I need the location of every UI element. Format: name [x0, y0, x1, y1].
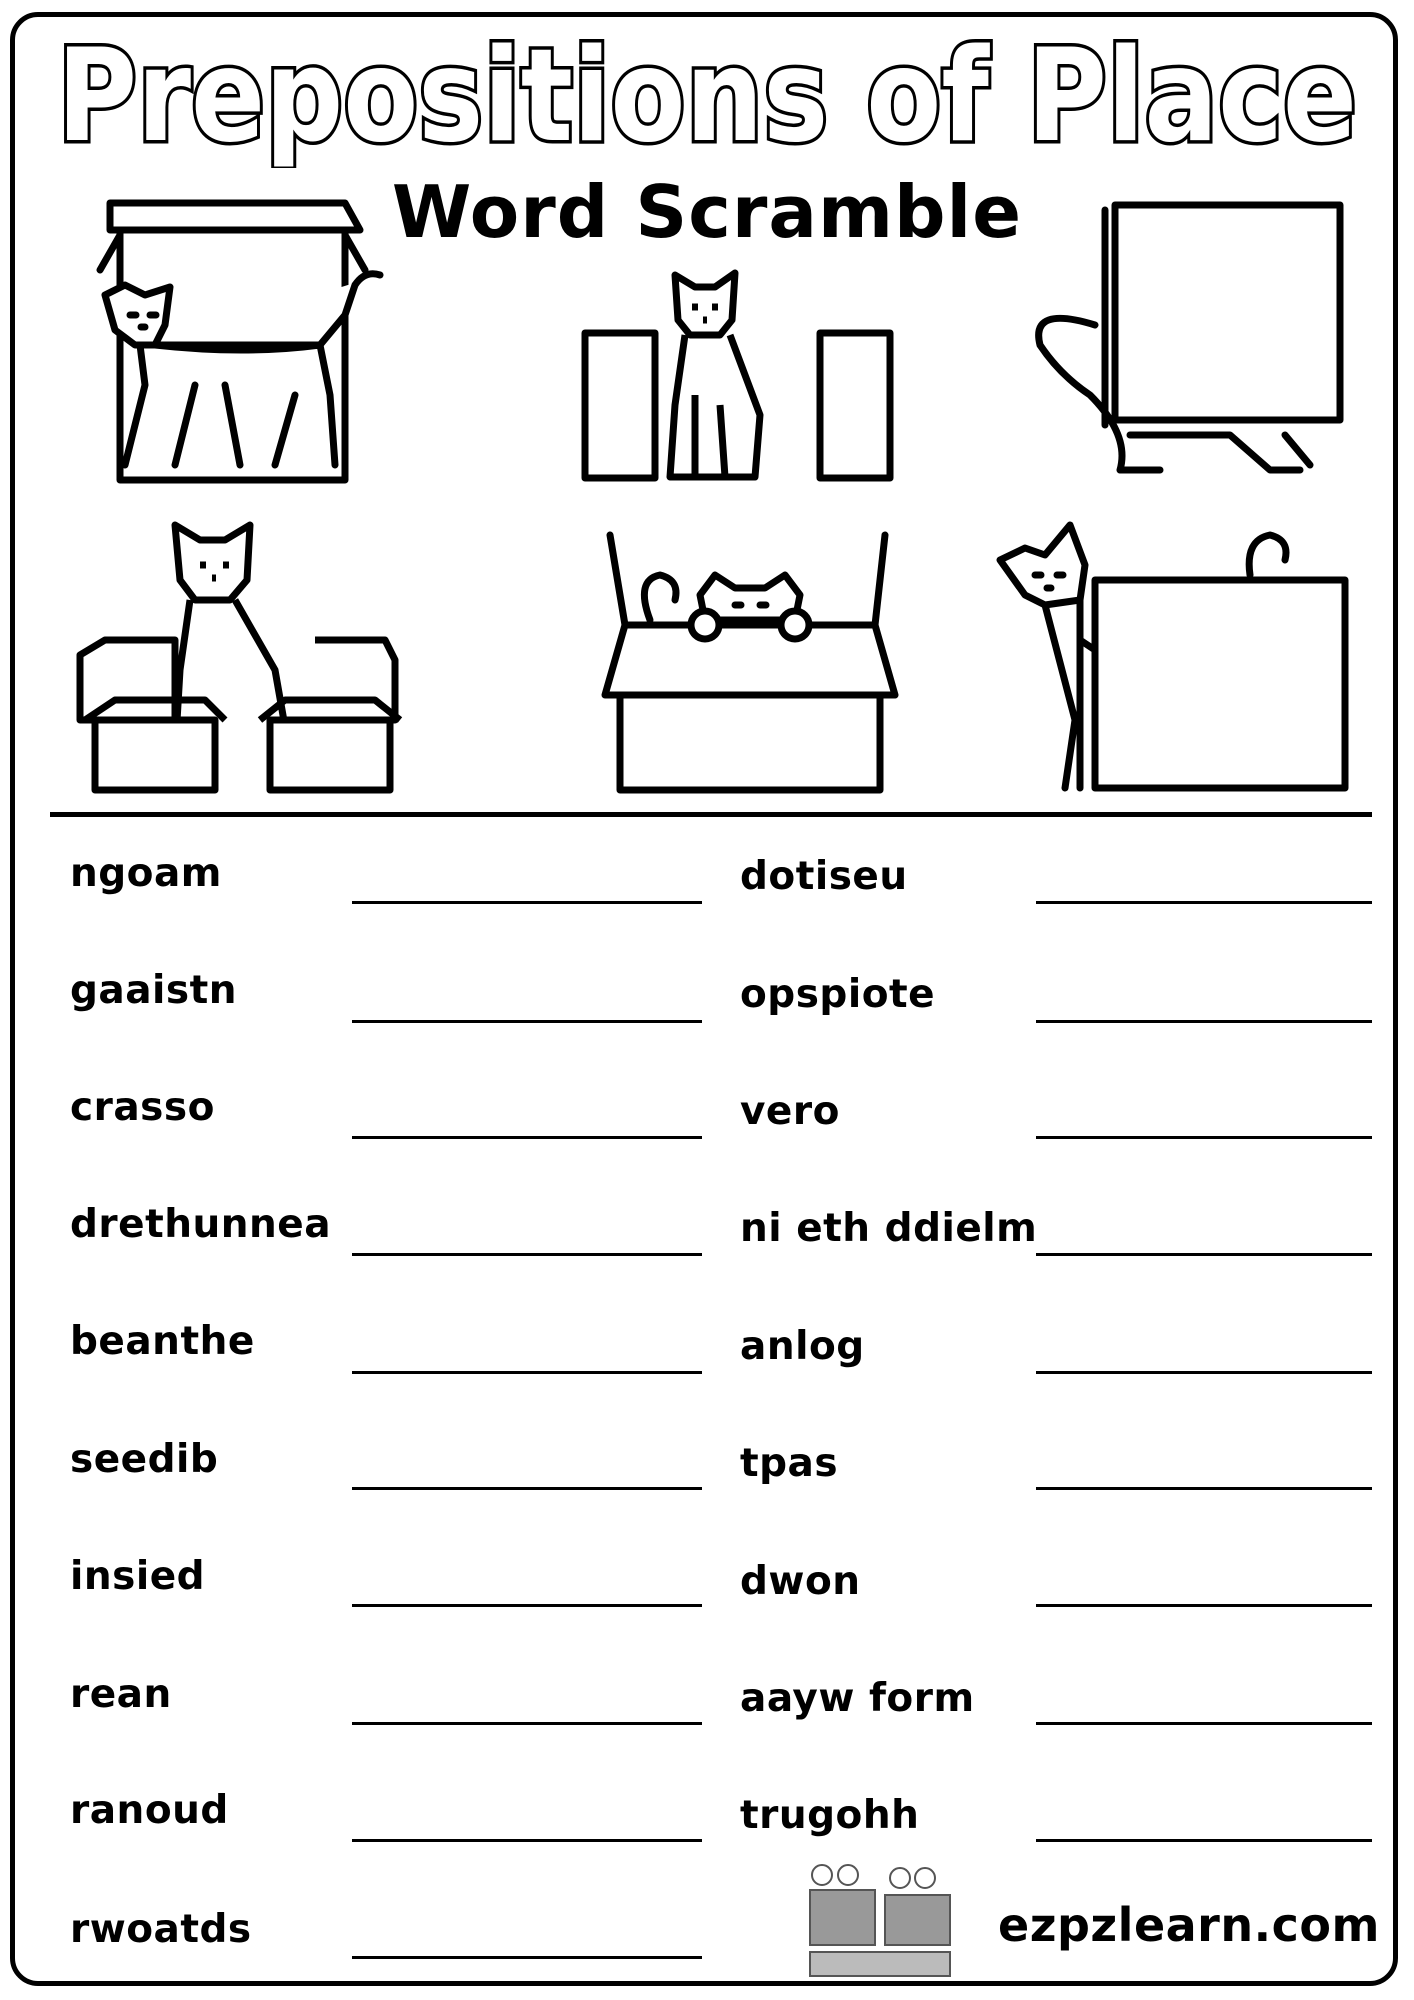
scrambled-word: drethunnea	[70, 1202, 332, 1247]
answer-line	[1036, 901, 1372, 904]
scrambled-word: seedib	[70, 1437, 219, 1482]
scrambled-word: vero	[740, 1089, 840, 1134]
cat-behind-box-icon	[995, 520, 1355, 795]
ezpz-logo	[800, 1860, 960, 1980]
answer-line	[1036, 1253, 1372, 1256]
answer-line	[352, 901, 702, 904]
website-link[interactable]: ezpzlearn.com	[998, 1898, 1380, 1952]
scrambled-word: insied	[70, 1554, 206, 1599]
scrambled-word: trugohh	[740, 1793, 920, 1838]
answer-line	[352, 1956, 702, 1959]
scrambled-word: rwoatds	[70, 1907, 252, 1952]
section-divider	[50, 812, 1372, 817]
answer-line	[1036, 1020, 1372, 1023]
answer-line	[352, 1136, 702, 1139]
answer-line	[1036, 1839, 1372, 1842]
scrambled-word: ranoud	[70, 1788, 229, 1833]
answer-line	[1036, 1371, 1372, 1374]
scrambled-word: tpas	[740, 1441, 839, 1486]
cat-among-boxes-icon	[75, 520, 405, 795]
scrambled-word: rean	[70, 1672, 172, 1717]
scrambled-word: gaaistn	[70, 968, 238, 1013]
cat-under-box-icon	[1010, 195, 1350, 485]
answer-line	[352, 1020, 702, 1023]
scrambled-word: ngoam	[70, 851, 222, 896]
subtitle: Word Scramble	[391, 170, 1023, 254]
answer-line	[1036, 1487, 1372, 1490]
cat-in-box-icon	[605, 530, 905, 795]
answer-line	[352, 1487, 702, 1490]
answer-line	[1036, 1604, 1372, 1607]
scrambled-word: beanthe	[70, 1319, 255, 1364]
scrambled-word: anlog	[740, 1324, 865, 1369]
answer-line	[352, 1722, 702, 1725]
cat-in-front-of-box-icon	[95, 195, 390, 485]
answer-line	[352, 1839, 702, 1842]
answer-line	[1036, 1136, 1372, 1139]
scrambled-word: ni eth ddielm	[740, 1206, 1038, 1251]
scrambled-word: dwon	[740, 1559, 861, 1604]
scrambled-word: opspiote	[740, 972, 936, 1017]
answer-line	[1036, 1722, 1372, 1725]
answer-line	[352, 1253, 702, 1256]
answer-line	[352, 1604, 702, 1607]
page-title	[40, 18, 1374, 168]
scrambled-word: dotiseu	[740, 854, 908, 899]
scrambled-word: crasso	[70, 1085, 215, 1130]
scrambled-word: aayw form	[740, 1676, 975, 1721]
title-text: Prepositions of Place	[57, 22, 1357, 168]
answer-line	[352, 1371, 702, 1374]
cat-between-boxes-icon	[580, 265, 900, 485]
